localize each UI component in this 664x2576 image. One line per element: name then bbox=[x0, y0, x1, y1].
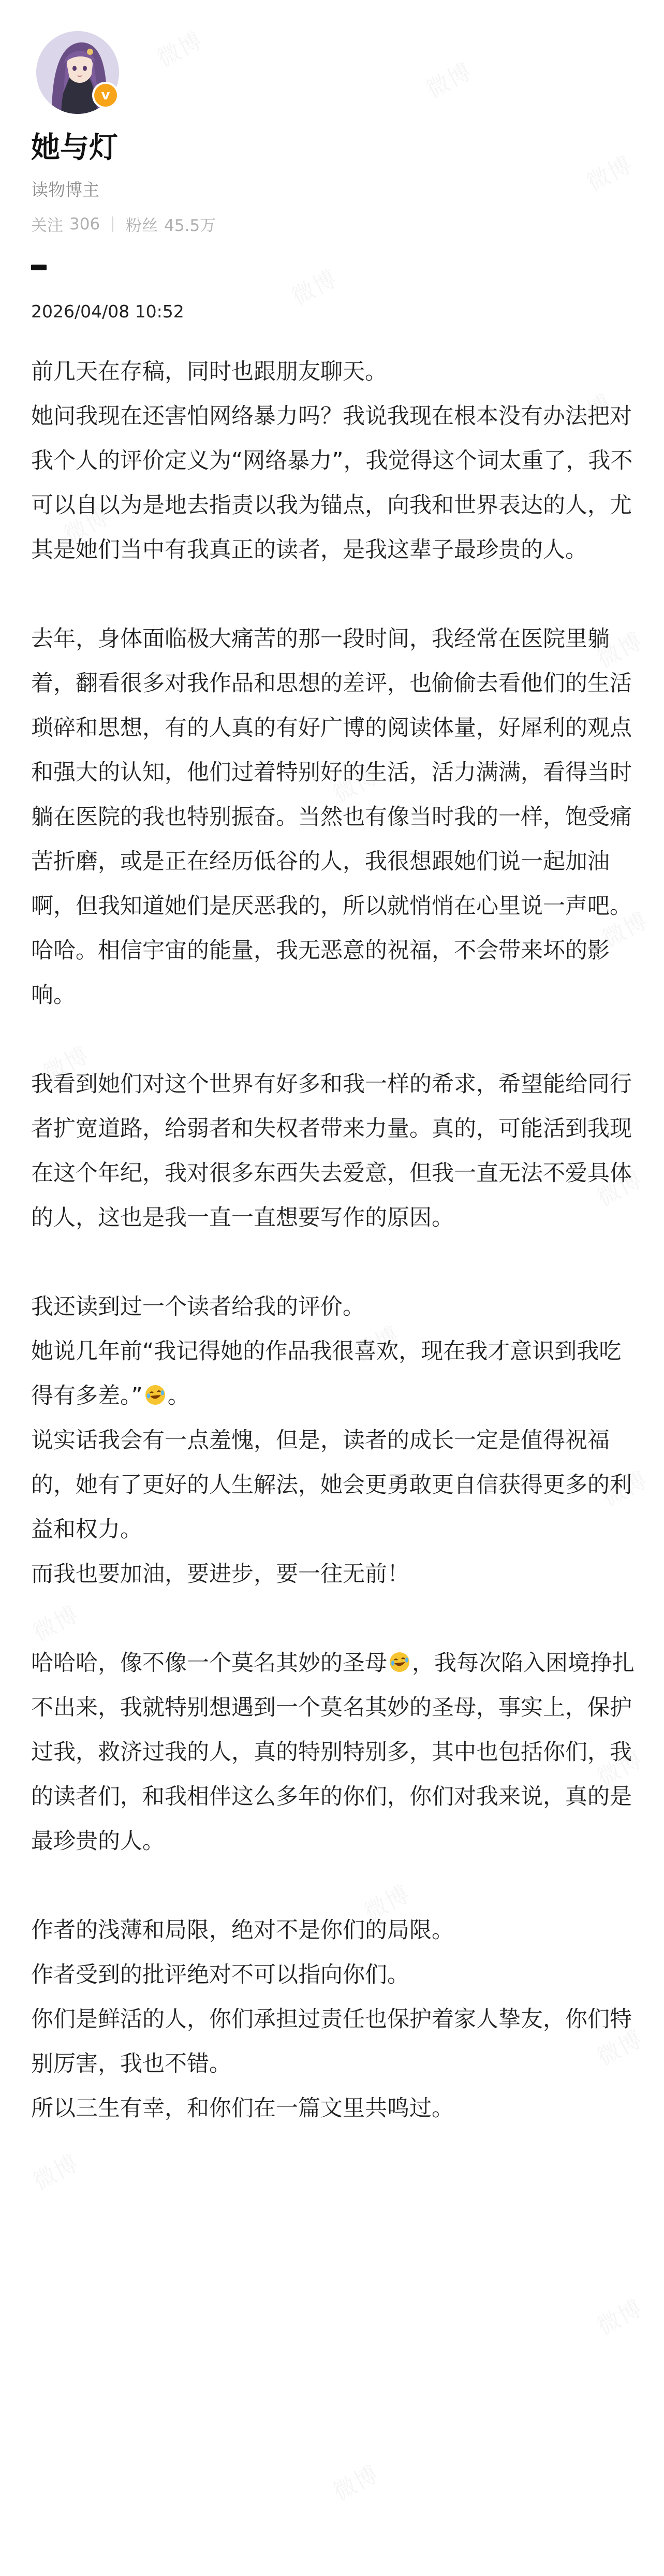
post-paragraph: 所以三生有幸，和你们在一篇文里共鸣过。 bbox=[31, 2095, 454, 2122]
post-paragraph: 说实话我会有一点羞愧，但是，读者的成长一定是值得祝福的，她有了更好的人生解法，她会更勇敢更自信获得更多的利益和权力。 bbox=[31, 1428, 632, 1543]
profile-name[interactable]: 她与灯 bbox=[31, 131, 118, 165]
post-text: 。 bbox=[167, 1383, 190, 1409]
post-paragraph bbox=[31, 1641, 637, 1864]
laughing-crying-emoji-icon bbox=[388, 1651, 411, 1673]
following-count[interactable]: 306 bbox=[69, 214, 100, 234]
watermark-text bbox=[326, 2455, 383, 2507]
watermark-text bbox=[26, 2145, 83, 2196]
post-text: 哈哈哈，像不像一个莫名其妙的圣母 bbox=[31, 1650, 387, 1677]
post-text: ，我每次陷入困境挣扎不出来，我就特别想遇到一个莫名其妙的圣母，事实上，保护过我，救济过我的人，真的特别特别多，其中也包括你们，我的读者们，和我相伴这么多年的你们，你们对我来说，真的是最珍贵的人。 bbox=[31, 1650, 635, 1855]
profile-title: 读物博主 bbox=[31, 180, 99, 200]
laughing-crying-emoji-icon bbox=[144, 1384, 167, 1406]
following-label[interactable]: 关注 bbox=[31, 216, 63, 236]
post-paragraph bbox=[31, 1329, 637, 1418]
post-date: 2026/04/08 10:52 bbox=[31, 301, 184, 322]
followers-label[interactable]: 粉丝 bbox=[126, 216, 158, 236]
post-paragraph: 作者受到的批评绝对不可以指向你们。 bbox=[31, 1962, 409, 1988]
verified-badge-icon: v bbox=[92, 82, 119, 109]
post-paragraph: 她问我现在还害怕网络暴力吗？我说我现在根本没有办法把对我个人的评价定义为“网络暴力”，我觉得这个词太重了，我不可以自以为是地去指责以我为锚点，向我和世界表达的人，尤其是她们当中有我真正的读者，是我这辈子最珍贵的人。 bbox=[31, 403, 633, 563]
post-body bbox=[31, 350, 637, 2131]
followers-count[interactable]: 45.5万 bbox=[164, 216, 216, 236]
post-paragraph: 而我也要加油，要进步，要一往无前！ bbox=[31, 1561, 409, 1588]
post-paragraph: 作者的浅薄和局限，绝对不是你们的局限。 bbox=[31, 1917, 454, 1944]
post-paragraph: 你们是鲜活的人，你们承担过责任也保护着家人挚友，你们特别厉害，我也不错。 bbox=[31, 2006, 632, 2077]
post-paragraph: 我还读到过一个读者给我的评价。 bbox=[31, 1294, 365, 1320]
post-paragraph: 我看到她们对这个世界有好多和我一样的希求，希望能给同行者扩宽道路，给弱者和失权者带来力量。真的，可能活到我现在这个年纪，我对很多东西失去爱意，但我一直无法不爱具体的人，这也是我一直一直想要写作的原因。 bbox=[31, 1071, 632, 1231]
watermark-text bbox=[590, 2290, 647, 2341]
profile-avatar-wrap[interactable] bbox=[36, 31, 119, 114]
stats-divider bbox=[112, 216, 113, 232]
post-paragraph: 去年，身体面临极大痛苦的那一段时间，我经常在医院里躺着，翻看很多对我作品和思想的差评，也偷偷去看他们的生活琐碎和思想，有的人真的有好广博的阅读体量，好犀利的观点和强大的认知，他们过着特别好的生活，活力满满，看得当时躺在医院的我也特别振奋。当然也有像当时我的一样，饱受痛苦折磨，或是正在经历低谷的人，我很想跟她们说一起加油啊，但我知道她们是厌恶我的，所以就悄悄在心里说一声吧。哈哈。相信宇宙的能量，我无恶意的祝福，不会带来坏的影响。 bbox=[31, 626, 632, 1009]
post-text: 她说几年前“我记得她的作品我很喜欢，现在我才意识到我吃得有多差。” bbox=[31, 1338, 622, 1409]
profile-stats bbox=[31, 212, 633, 236]
section-divider bbox=[31, 265, 47, 270]
post-paragraph: 前几天在存稿，同时也跟朋友聊天。 bbox=[31, 359, 387, 385]
